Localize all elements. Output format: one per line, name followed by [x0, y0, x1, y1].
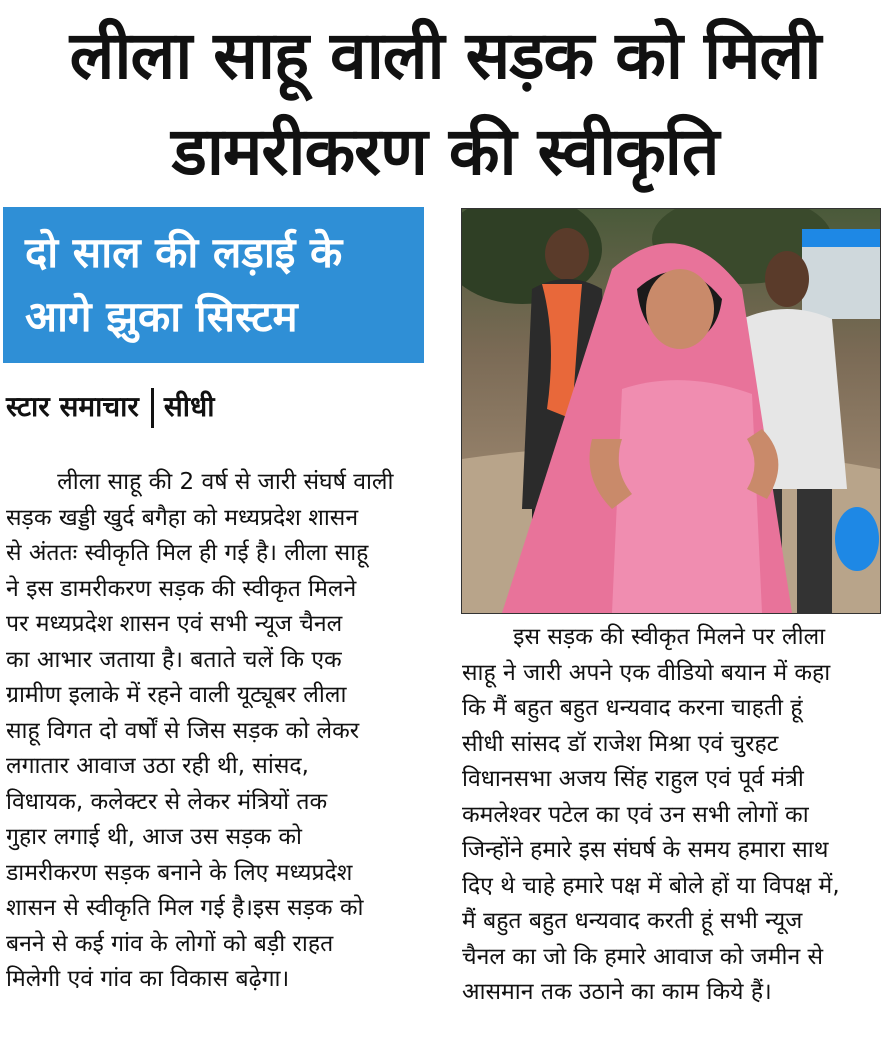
paragraph-line: कमलेश्वर पटेल का एवं उन सभी लोगों का: [462, 801, 809, 828]
headline: [0, 8, 890, 200]
paragraph-line: मैं बहुत बहुत धन्यवाद करती हूं सभी न्यूज: [462, 908, 803, 934]
news-photo: [461, 208, 881, 614]
right-column-text: [462, 620, 878, 1011]
paragraph-line: दिए थे चाहे हमारे पक्ष में बोले हों या विपक्ष में,: [462, 872, 840, 899]
paragraph-line: मिलेगी एवं गांव का विकास बढ़ेगा।: [6, 966, 290, 992]
paragraph-line: विधायक, कलेक्टर से लेकर मंत्रियों तक: [6, 788, 328, 815]
subhead-line-1: दो साल की लड़ाई के: [25, 228, 343, 277]
byline-place: सीधी: [163, 390, 215, 423]
paragraph-line: गुहार लगाई थी, आज उस सड़क को: [6, 824, 303, 850]
paragraph-line: बनने से कई गांव के लोगों को बड़ी राहत: [6, 930, 334, 957]
paragraph-line: कि मैं बहुत बहुत धन्यवाद करना चाहती हूं: [462, 695, 803, 721]
paragraph-line: जिन्होंने हमारे इस संघर्ष के समय हमारा साथ: [462, 837, 829, 863]
paragraph-line: आसमान तक उठाने का काम किये हैं।: [462, 979, 772, 1005]
paragraph-line: इस सड़क की स्वीकृत मिलने पर लीला: [462, 624, 826, 650]
subhead-line-2: आगे झुका सिस्टम: [25, 292, 298, 341]
paragraph-line: ने इस डामरीकरण सड़क की स्वीकृत मिलने: [6, 575, 357, 602]
paragraph-line: सड़क खड्डी खुर्द बगैहा को मध्यप्रदेश शासन: [6, 504, 359, 531]
paragraph-line: विधानसभा अजय सिंह राहुल एवं पूर्व मंत्री: [462, 766, 804, 792]
byline-separator: [151, 388, 154, 428]
paragraph-line: से अंततः स्वीकृति मिल ही गई है। लीला साहू: [6, 540, 369, 566]
paragraph-line: साहू ने जारी अपने एक वीडियो बयान में कहा: [462, 659, 831, 686]
paragraph-line: लीला साहू की 2 वर्ष से जारी संघर्ष वाली: [6, 469, 394, 495]
paragraph-line: ग्रामीण इलाके में रहने वाली यूट्यूबर लीला: [6, 682, 347, 708]
paragraph-line: चैनल का जो कि हमारे आवाज को जमीन से: [462, 943, 824, 970]
byline: [6, 385, 215, 429]
headline-line-1: लीला साहू वाली सड़क को मिली: [69, 17, 821, 94]
headline-line-2: डामरीकरण की स्वीकृति: [171, 113, 719, 190]
subhead-box: [3, 207, 424, 363]
paragraph-line: पर मध्यप्रदेश शासन एवं सभी न्यूज चैनल: [6, 611, 343, 637]
left-column-text: [6, 465, 422, 998]
paragraph-line: डामरीकरण सड़क बनाने के लिए मध्यप्रदेश: [6, 859, 353, 886]
paragraph-line: साहू विगत दो वर्षों से जिस सड़क को लेकर: [6, 717, 360, 744]
paragraph-line: सीधी सांसद डॉ राजेश मिश्रा एवं चुरहट: [462, 730, 779, 757]
paragraph-line: लगातार आवाज उठा रही थी, सांसद,: [6, 753, 309, 779]
byline-source: स्टार समाचार: [6, 390, 139, 423]
photo-illustration: [462, 209, 880, 613]
paragraph-line: का आभार जताया है। बताते चलें कि एक: [6, 646, 342, 673]
paragraph-line: शासन से स्वीकृति मिल गई है।इस सड़क को: [6, 895, 364, 921]
